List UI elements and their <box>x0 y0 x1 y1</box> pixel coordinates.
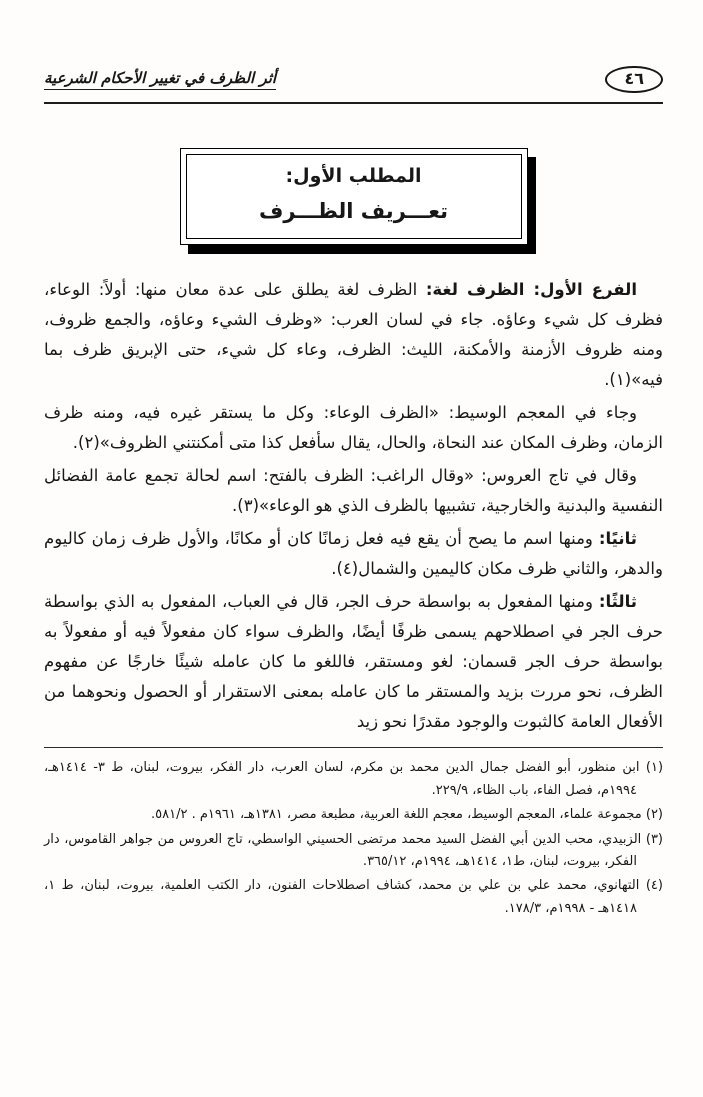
paragraph-text: الظرف لغة يطلق على عدة معان منها: أولاً: الوعاء، فظرف كل شيء وعاؤه. جاء في لسان العرب: «وظرف الشيء وعاؤه، والجمع ظروف، ومنه ظروف الأزمنة والأمكنة، الليث: الظرف، وعاء كل شيء، حتى الإبريق ظرف بما فيه»(١). <box>44 280 663 390</box>
footnote-4 <box>44 875 663 920</box>
body-paragraph-2 <box>44 398 663 458</box>
paragraph-lead: ثانيًا: <box>598 529 637 549</box>
footnote-3 <box>44 829 663 874</box>
chapter-title-box-inner <box>186 154 522 239</box>
chapter-title-box <box>180 148 528 245</box>
section-title: المطلب الأول: <box>285 165 422 188</box>
body-paragraph-4 <box>44 524 663 584</box>
footnotes <box>44 757 663 920</box>
paragraph-text: ومنها المفعول به بواسطة حرف الجر، قال في العباب، المفعول به الذي بواسطة حرف الجر في اصطلاحهم يسمى ظرفًا أيضًا، والظرف سواء كان مفعولاً فيه أو مفعولاً به بواسطة حرف الجر قسمان: لغو ومستقر، فاللغو ما كان عامله شيئًا خارجًا عن مفهوم الظرف، نحو مررت بزيد والمستقر ما كان عامله بمعنى الاستقرار أو الحصول ونحوهما من الأفعال العامة كالثبوت والوجود مقدرًا نحو زيد <box>44 592 663 732</box>
footnote-marker: (٤) <box>645 878 663 894</box>
body-paragraph-1 <box>44 275 663 395</box>
footnote-marker: (٢) <box>645 807 663 823</box>
body-paragraph-5 <box>44 587 663 737</box>
footnote-text: ابن منظور، أبو الفضل جمال الدين محمد بن مكرم، لسان العرب، دار الفكر، بيروت، لبنان، ط ٣- ١٤١٤هـ، ١٩٩٤م، فصل الفاء، باب الظاء، ٢٢٩/٩. <box>44 760 640 798</box>
body-text <box>44 275 663 737</box>
page-number-badge: ٤٦ <box>605 66 663 93</box>
footnote-marker: (٣) <box>645 831 663 847</box>
footnote-text: مجموعة علماء، المعجم الوسيط، معجم اللغة العربية، مطبعة مصر، ١٣٨١هـ، ١٩٦١م . ٥٨١/٢. <box>151 807 642 823</box>
footnote-marker: (١) <box>645 760 664 776</box>
body-paragraph-3 <box>44 461 663 521</box>
footnote-2 <box>44 804 663 826</box>
running-title: أثر الظرف في تغيير الأحكام الشرعية <box>44 69 276 90</box>
paragraph-lead: ثالثًا: <box>598 592 637 612</box>
paragraph-lead: الفرع الأول: الظرف لغة: <box>425 280 638 300</box>
paragraph-text: ومنها اسم ما يصح أن يقع فيه فعل زمانًا كان أو مكانًا، والأول ظرف زمان كاليوم والدهر، والثاني ظرف مكان كاليمين والشمال(٤). <box>44 529 663 579</box>
footnote-separator <box>44 747 663 748</box>
page-header <box>44 66 663 104</box>
paragraph-text: وقال في تاج العروس: «وقال الراغب: الظرف بالفتح: اسم لحالة تجمع عامة الفضائل النفسية والبدنية والخارجية، تشبيها بالظرف الذي هو الوعاء»(٣). <box>44 466 663 516</box>
footnote-text: التهانوي، محمد علي بن علي بن محمد، كشاف اصطلاحات الفنون، دار الكتب العلمية، بيروت، لبنان، ط ١، ١٤١٨هـ - ١٩٩٨م، ١٧٨/٣. <box>44 878 640 916</box>
footnote-1 <box>44 757 663 802</box>
footnote-text: الزبيدي، محب الدين أبي الفضل السيد محمد مرتضى الحسيني الواسطي، تاج العروس من جواهر القاموس، دار الفكر، بيروت، لبنان، ط١، ١٤١٤هـ، ١٩٩٤م، ٣٦٥/١٢. <box>44 831 642 869</box>
paragraph-text: وجاء في المعجم الوسيط: «الظرف الوعاء: وكل ما يستقر غيره فيه، ومنه ظرف الزمان، وظرف المكان عند النحاة، والحال، يقال سأفعل كذا متى أمكنتني الظروف»(٢). <box>44 403 663 453</box>
section-subtitle: تعـــريف الظـــرف <box>258 199 449 224</box>
